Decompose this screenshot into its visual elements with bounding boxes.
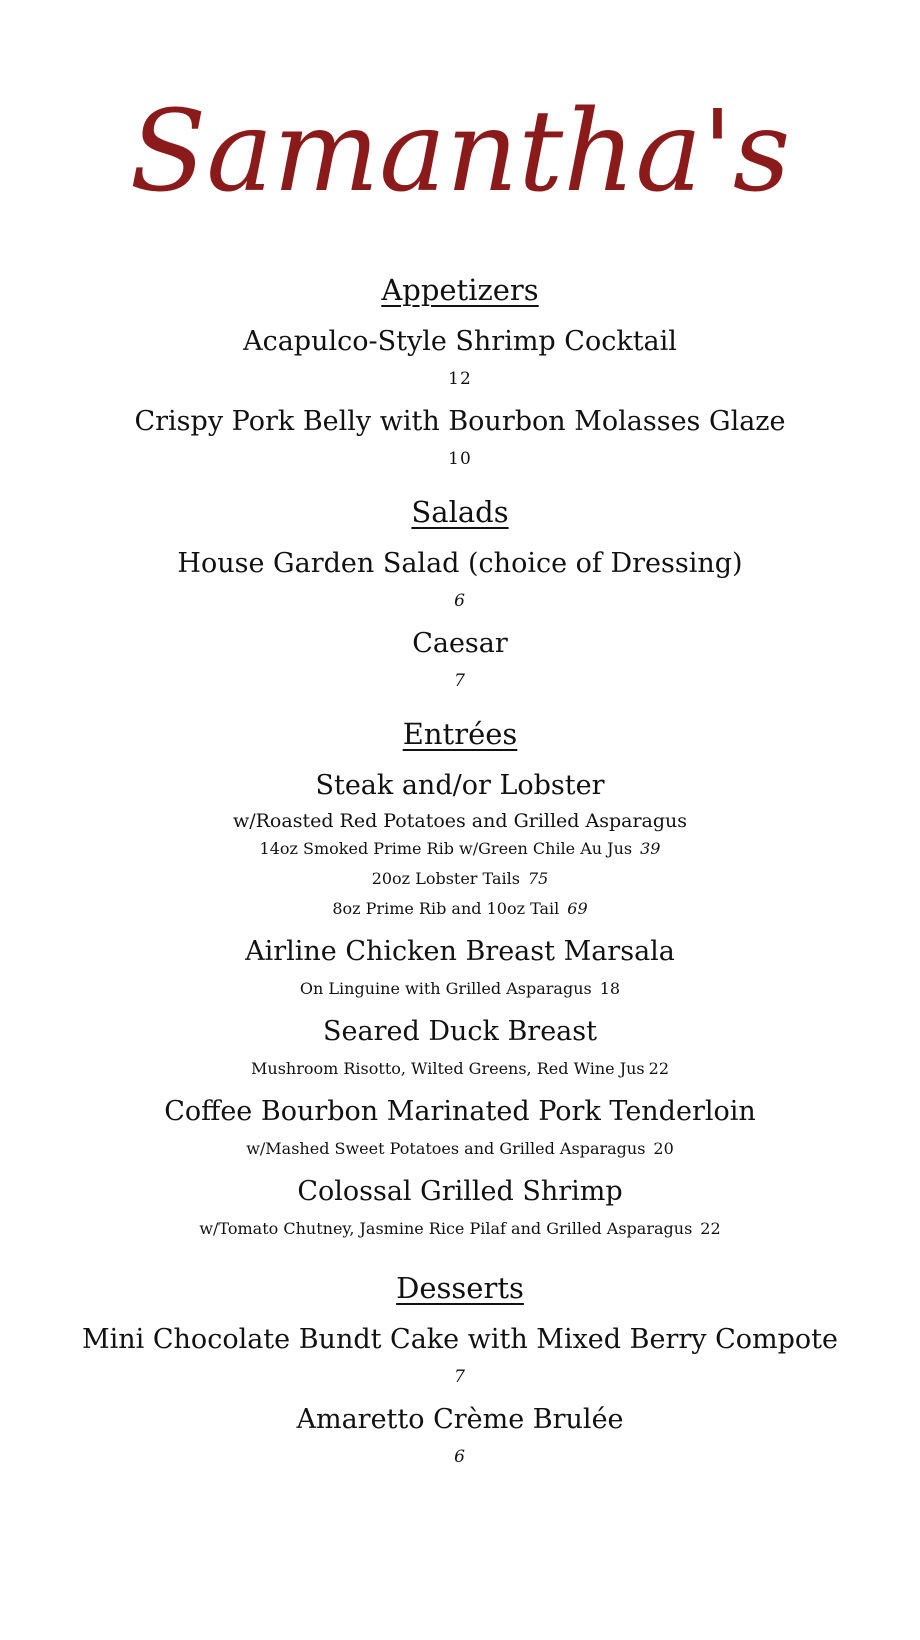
item-price: 22 <box>700 1219 721 1238</box>
menu <box>0 270 920 1468</box>
item-name: Steak and/or Lobster <box>315 770 605 801</box>
description-text: w/Mashed Sweet Potatoes and Grilled Asparagus <box>246 1139 646 1158</box>
option-text: 14oz Smoked Prime Rib w/Green Chile Au Jus <box>259 839 633 858</box>
section-desserts <box>0 1268 920 1468</box>
item-description: w/Roasted Red Potatoes and Grilled Asparagus <box>232 810 688 832</box>
section-appetizers <box>0 270 920 470</box>
item-option <box>0 868 920 890</box>
item-price: 10 <box>448 449 472 469</box>
description-text: On Linguine with Grilled Asparagus <box>299 979 592 998</box>
item-option <box>0 898 920 920</box>
menu-item <box>0 1094 920 1160</box>
menu-item <box>0 324 920 390</box>
item-name: House Garden Salad (choice of Dressing) <box>177 548 743 579</box>
menu-item <box>0 1402 920 1468</box>
restaurant-logo <box>0 78 920 228</box>
item-price: 12 <box>448 369 472 389</box>
description-text: w/Tomato Chutney, Jasmine Rice Pilaf and Grilled Asparagus <box>199 1219 693 1238</box>
item-description <box>0 978 920 1000</box>
item-description <box>0 1138 920 1160</box>
restaurant-name-logo-text: Samantha's <box>129 87 791 217</box>
section-entrees <box>0 714 920 1240</box>
item-name: Mini Chocolate Bundt Cake with Mixed Berry Compote <box>82 1324 838 1355</box>
section-title-desserts: Desserts <box>396 1271 524 1305</box>
item-price: 7 <box>454 1367 466 1387</box>
item-name: Crispy Pork Belly with Bourbon Molasses Glaze <box>134 406 786 437</box>
item-name: Amaretto Crème Brulée <box>296 1404 624 1435</box>
menu-item <box>0 626 920 692</box>
menu-item <box>0 1014 920 1080</box>
item-name: Acapulco-Style Shrimp Cocktail <box>243 326 677 357</box>
section-title-salads: Salads <box>411 495 509 529</box>
section-title-appetizers: Appetizers <box>381 273 539 307</box>
option-price: 39 <box>640 839 661 858</box>
description-text: Mushroom Risotto, Wilted Greens, Red Wine Jus <box>251 1059 645 1078</box>
item-price: 6 <box>454 591 466 611</box>
item-price: 7 <box>454 671 466 691</box>
option-text: 8oz Prime Rib and 10oz Tail <box>332 899 560 918</box>
item-name: Seared Duck Breast <box>323 1016 597 1047</box>
option-price: 75 <box>527 869 549 888</box>
item-description <box>0 1058 920 1080</box>
menu-item <box>0 1174 920 1240</box>
menu-item <box>0 1322 920 1388</box>
section-salads <box>0 492 920 692</box>
option-price: 69 <box>567 899 588 918</box>
item-description <box>0 1218 920 1240</box>
menu-item <box>0 546 920 612</box>
menu-item <box>0 404 920 470</box>
item-name: Airline Chicken Breast Marsala <box>245 936 675 967</box>
menu-item-steak <box>0 768 920 920</box>
item-price: 18 <box>599 979 621 998</box>
item-name: Coffee Bourbon Marinated Pork Tenderloin <box>164 1096 756 1127</box>
item-price: 6 <box>454 1447 466 1467</box>
item-option <box>0 838 920 860</box>
item-name: Colossal Grilled Shrimp <box>297 1176 623 1207</box>
section-title-entrees: Entrées <box>402 717 518 751</box>
option-text: 20oz Lobster Tails <box>371 869 520 888</box>
item-price: 22 <box>648 1059 669 1078</box>
item-name: Caesar <box>412 628 508 659</box>
item-price: 20 <box>653 1139 674 1158</box>
menu-item <box>0 934 920 1000</box>
